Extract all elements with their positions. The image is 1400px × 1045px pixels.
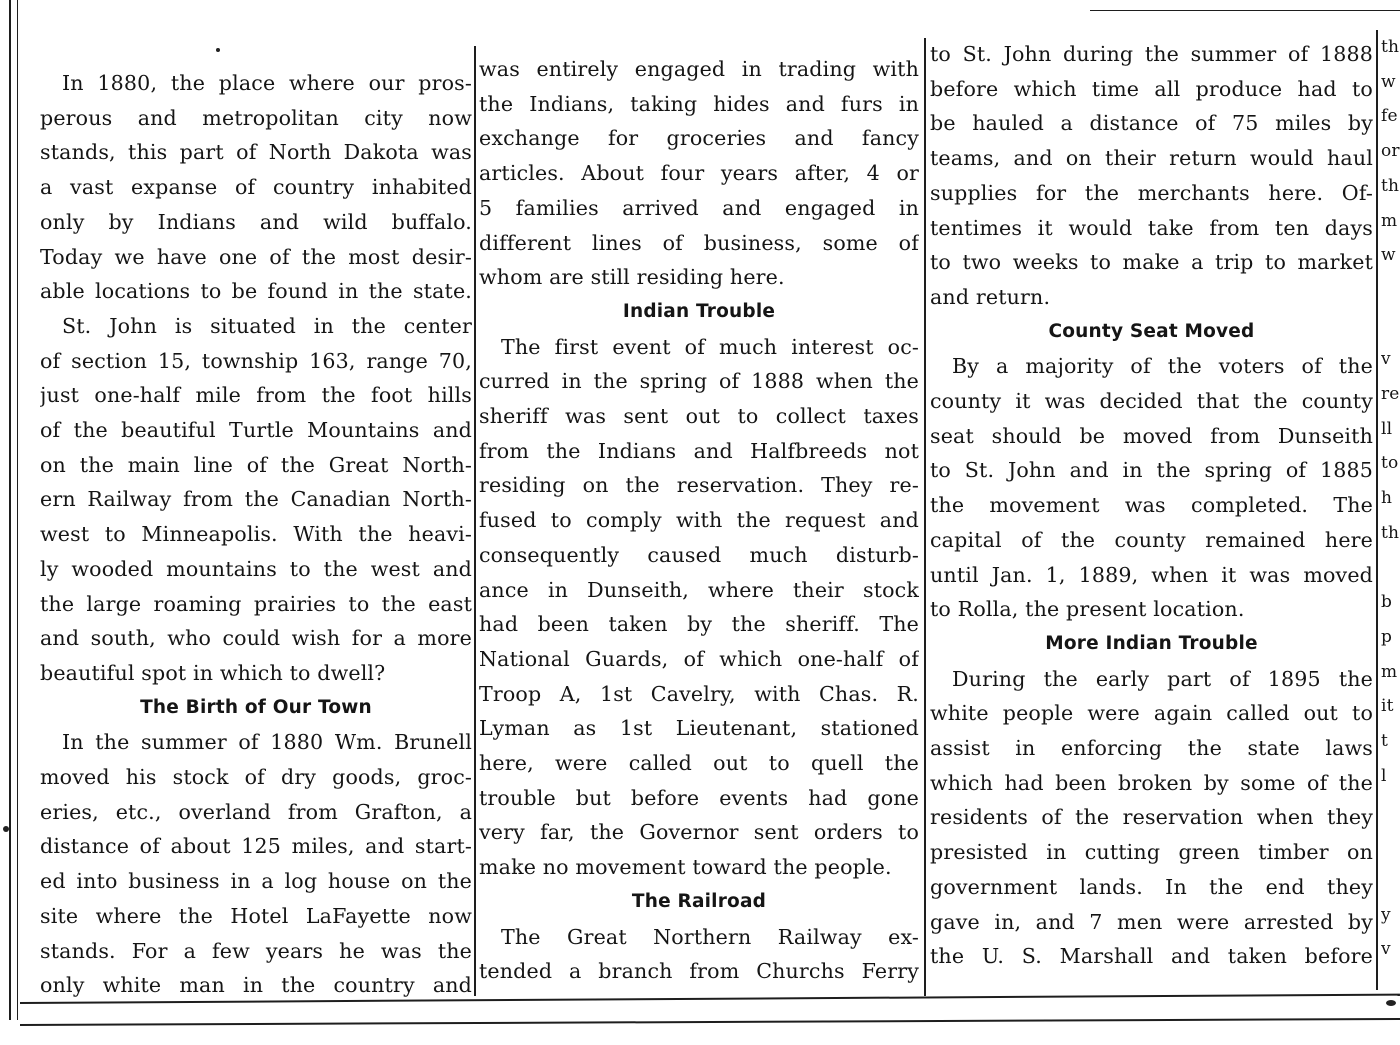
text-fragment: ll <box>1381 418 1393 439</box>
ink-speck <box>216 48 220 52</box>
top-edge-rule <box>1090 10 1400 11</box>
text-line: assist in enforcing the state laws <box>930 736 1373 761</box>
text-line: The Great Northern Railway ex- <box>501 924 919 949</box>
text-line: of section 15, township 163, range 70, <box>40 348 472 373</box>
text-line: exchange for groceries and fancy <box>479 126 919 151</box>
text-line: which had been broken by some of the <box>930 770 1373 795</box>
text-line: supplies for the merchants here. Of- <box>930 180 1373 205</box>
text-line: to St. John and in the spring of 1885 <box>930 458 1373 483</box>
text-line: In the summer of 1880 Wm. Brunell <box>62 730 472 755</box>
text-line: whom are still residing here. <box>479 265 785 290</box>
text-line: only by Indians and wild buffalo. <box>40 209 472 234</box>
text-line: the large roaming prairies to the east <box>40 591 472 616</box>
text-line: stands. For a few years he was the <box>40 938 472 963</box>
text-line: be hauled a distance of 75 miles by <box>930 111 1373 136</box>
article-column-3 <box>930 37 1373 974</box>
section-heading-indian-trouble: Indian Trouble <box>622 300 776 322</box>
text-line: white people were again called out to <box>930 701 1373 726</box>
text-line: residing on the reservation. They re- <box>479 473 919 498</box>
section-heading-the-railroad: The Railroad <box>631 890 767 912</box>
text-line: stands, this part of North Dakota was <box>40 140 472 165</box>
bottom-rule-2 <box>20 1018 1400 1026</box>
article-column-4-cutoff <box>1381 30 1400 967</box>
text-line: fused to comply with the request and <box>479 508 919 533</box>
text-line: on the main line of the Great North- <box>40 452 472 477</box>
text-fragment: or <box>1381 141 1400 162</box>
left-border-rule <box>9 0 11 1020</box>
text-line: seat should be moved from Dunseith <box>930 423 1373 448</box>
text-fragment: p <box>1381 626 1393 647</box>
text-line: the U. S. Marshall and taken before <box>930 944 1373 969</box>
section-heading-county-seat-moved: County Seat Moved <box>1048 320 1255 342</box>
text-fragment: m <box>1381 210 1398 231</box>
text-line: distance of about 125 miles, and start- <box>40 834 472 859</box>
column-rule-3 <box>1376 30 1378 990</box>
text-line: ance in Dunseith, where their stock <box>479 577 919 602</box>
column-rule-2 <box>924 38 926 996</box>
text-fragment: v <box>1381 349 1391 370</box>
text-line: capital of the county remained here <box>930 527 1373 552</box>
text-line: residents of the reservation when they <box>930 805 1373 830</box>
text-fragment: t <box>1381 731 1388 752</box>
text-line: very far, the Governor sent orders to <box>479 820 919 845</box>
text-line: government lands. In the end they <box>930 874 1373 899</box>
text-fragment <box>1381 828 1400 863</box>
text-fragment: l <box>1381 765 1387 786</box>
text-line: until Jan. 1, 1889, when it was moved <box>930 562 1373 587</box>
text-line: to Rolla, the present location. <box>930 597 1245 622</box>
text-line: ern Railway from the Canadian North- <box>40 487 472 512</box>
text-line: presisted in cutting green timber on <box>930 840 1373 865</box>
text-line: Lyman as 1st Lieutenant, stationed <box>479 716 919 741</box>
text-line: county it was decided that the county <box>930 389 1373 414</box>
text-fragment: h <box>1381 488 1393 509</box>
text-fragment: v <box>1381 939 1391 960</box>
text-line: trouble but before events had gone <box>479 785 919 810</box>
text-line: Today we have one of the most desir- <box>40 244 472 269</box>
text-line: only white man in the country and <box>40 973 472 998</box>
text-fragment: fe <box>1381 106 1398 127</box>
ink-speck <box>3 826 9 832</box>
text-line: By a majority of the voters of the <box>952 354 1373 379</box>
text-fragment: it <box>1381 696 1394 717</box>
text-line: National Guards, of which one-half of <box>479 646 919 671</box>
section-heading-more-indian-trouble: More Indian Trouble <box>1045 632 1258 654</box>
text-line: tentimes it would take from ten days <box>930 215 1373 240</box>
text-fragment: re <box>1381 384 1400 405</box>
text-line: Troop A, 1st Cavelry, with Chas. R. <box>479 681 919 706</box>
text-line: articles. About four years after, 4 or <box>479 161 919 186</box>
text-fragment: y <box>1381 904 1391 925</box>
text-line: had been taken by the sheriff. The <box>479 612 919 637</box>
text-line: sheriff was sent out to collect taxes <box>479 404 919 429</box>
text-fragment: m <box>1381 661 1398 682</box>
text-fragment: b <box>1381 592 1393 613</box>
text-fragment <box>1381 863 1400 898</box>
text-fragment: w <box>1381 71 1396 92</box>
text-line: before which time all produce had to <box>930 76 1373 101</box>
text-line: teams, and on their return would haul <box>930 146 1373 171</box>
text-line: was entirely engaged in trading with <box>479 57 919 81</box>
text-line: ed into business in a log house on the <box>40 869 472 894</box>
text-line: west to Minneapolis. With the heavi- <box>40 522 472 547</box>
text-fragment <box>1381 551 1400 586</box>
text-line: make no movement toward the people. <box>479 855 892 880</box>
ink-speck <box>1386 1000 1396 1006</box>
text-fragment <box>1381 273 1400 308</box>
text-line: During the early part of 1895 the <box>952 666 1373 691</box>
left-border-rule-inner <box>17 0 18 1020</box>
text-line: from the Indians and Halfbreeds not <box>479 438 919 463</box>
text-fragment: th <box>1381 175 1400 196</box>
text-line: here, were called out to quell the <box>479 751 919 776</box>
text-line: and return. <box>930 284 1051 309</box>
text-line: curred in the spring of 1888 when the <box>479 369 919 394</box>
text-line: and south, who could wish for a more <box>40 626 472 651</box>
text-line: ly wooded mountains to the west and <box>40 556 472 581</box>
text-line: 5 families arrived and engaged in <box>479 195 919 220</box>
text-line: just one-half mile from the foot hills <box>40 383 472 408</box>
text-line: beautiful spot in which to dwell? <box>40 660 386 685</box>
text-line: eries, etc., overland from Grafton, a <box>40 799 472 824</box>
text-line: different lines of business, some of <box>479 230 919 255</box>
text-line: site where the Hotel LaFayette now <box>40 903 472 928</box>
text-line: perous and metropolitan city now <box>40 105 472 130</box>
text-line: consequently caused much disturb- <box>479 542 919 567</box>
text-line: the movement was completed. The <box>930 493 1373 518</box>
text-line: moved his stock of dry goods, groc- <box>40 765 472 790</box>
text-fragment <box>1381 308 1400 343</box>
text-line: tended a branch from Churchs Ferry <box>479 959 919 984</box>
text-fragment: th <box>1381 522 1400 543</box>
text-line: to St. John during the summer of 1888 <box>930 42 1373 66</box>
text-fragment: to <box>1381 453 1399 474</box>
text-line: of the beautiful Turtle Mountains and <box>40 418 472 443</box>
text-line: to two weeks to make a trip to market <box>930 250 1373 275</box>
text-line: St. John is situated in the center <box>62 313 472 338</box>
text-line: a vast expanse of country inhabited <box>40 175 472 200</box>
text-line: the Indians, taking hides and furs in <box>479 91 919 116</box>
section-heading-birth-of-our-town: The Birth of Our Town <box>140 696 372 718</box>
text-fragment: th <box>1381 37 1400 57</box>
article-column-1 <box>40 66 472 1003</box>
text-line: able locations to be found in the state. <box>40 279 472 304</box>
text-line: The first event of much interest oc- <box>501 334 919 359</box>
article-column-2 <box>479 52 919 989</box>
text-line: In 1880, the place where our pros- <box>62 71 472 95</box>
text-line: gave in, and 7 men were arrested by <box>930 909 1373 934</box>
text-fragment: w <box>1381 245 1396 266</box>
column-rule-1 <box>474 46 476 996</box>
text-fragment <box>1381 793 1400 828</box>
